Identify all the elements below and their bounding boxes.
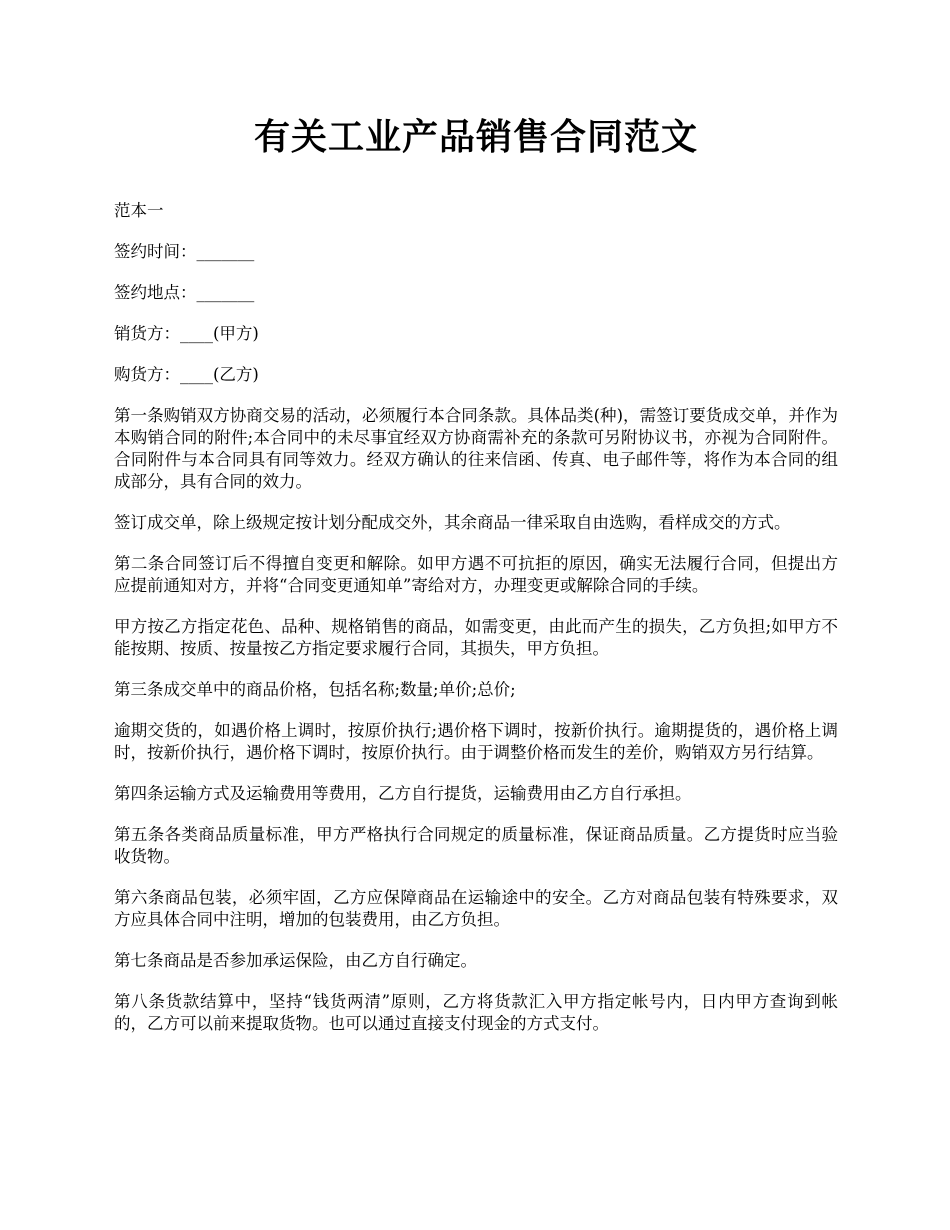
seller-line xyxy=(114,323,838,345)
buyer-line xyxy=(114,364,838,386)
seller-blank: ____ xyxy=(180,324,213,343)
sign-time-blank: _______ xyxy=(196,242,255,261)
buyer-blank: ____ xyxy=(180,365,213,384)
clause-1-note: 签订成交单，除上级规定按计划分配成交外，其余商品一律采取自由选购，看样成交的方式。 xyxy=(114,513,791,532)
clause-4: 第四条运输方式及运输费用等费用，乙方自行提货，运输费用由乙方自行承担。 xyxy=(114,784,692,803)
clause-3: 第三条成交单中的商品价格，包括名称;数量;单价;总价; xyxy=(114,680,516,699)
sign-place-blank: _______ xyxy=(196,283,255,302)
buyer-role: (乙方) xyxy=(213,365,259,384)
seller-role: (甲方) xyxy=(213,324,259,343)
clause-8: 第八条货款结算中，坚持“钱货两清”原则，乙方将货款汇入甲方指定帐号内，日内甲方查询到帐的，乙方可以前来提取货物。也可以通过直接支付现金的方式支付。 xyxy=(114,992,838,1033)
clause-7: 第七条商品是否参加承运保险，由乙方自行确定。 xyxy=(114,951,477,970)
document-title: 有关工业产品销售合同范文 xyxy=(253,116,698,158)
buyer-label: 购货方： xyxy=(114,365,180,384)
clause-6: 第六条商品包装，必须牢固，乙方应保障商品在运输途中的安全。乙方对商品包装有特殊要求，双方应具体合同中注明，增加的包装费用，由乙方负担。 xyxy=(114,888,838,929)
clause-2-note: 甲方按乙方指定花色、品种、规格销售的商品，如需变更，由此而产生的损失，乙方负担;如甲方不能按期、按质、按量按乙方指定要求履行合同，其损失，甲方负担。 xyxy=(114,617,838,658)
sign-time-line xyxy=(114,241,838,263)
sign-place-label: 签约地点： xyxy=(114,283,197,302)
clause-1: 第一条购销双方协商交易的活动，必须履行本合同条款。具体品类(种)，需签订要货成交单，并作为本购销合同的附件;本合同中的未尽事宜经双方协商需补充的条款可另附协议书，亦视为合同附件。合同附件与本合同具有同等效力。经双方确认的往来信函、传真、电子邮件等，将作为本合同的组成部分，具有合同的效力。 xyxy=(114,406,838,491)
seller-label: 销货方： xyxy=(114,324,180,343)
sign-time-label: 签约时间： xyxy=(114,242,197,261)
clause-2: 第二条合同签订后不得擅自变更和解除。如甲方遇不可抗拒的原因，确实无法履行合同，但提出方应提前通知对方，并将“合同变更通知单”寄给对方，办理变更或解除合同的手续。 xyxy=(114,554,838,595)
sign-place-line xyxy=(114,282,838,304)
clause-5: 第五条各类商品质量标准，甲方严格执行合同规定的质量标准，保证商品质量。乙方提货时应当验收货物。 xyxy=(114,825,838,866)
section-label: 范本一 xyxy=(114,201,164,220)
clause-3-note: 逾期交货的，如遇价格上调时，按原价执行;遇价格下调时，按新价执行。逾期提货的，遇价格上调时，按新价执行，遇价格下调时，按原价执行。由于调整价格而发生的差价，购销双方另行结算。 xyxy=(114,721,838,762)
